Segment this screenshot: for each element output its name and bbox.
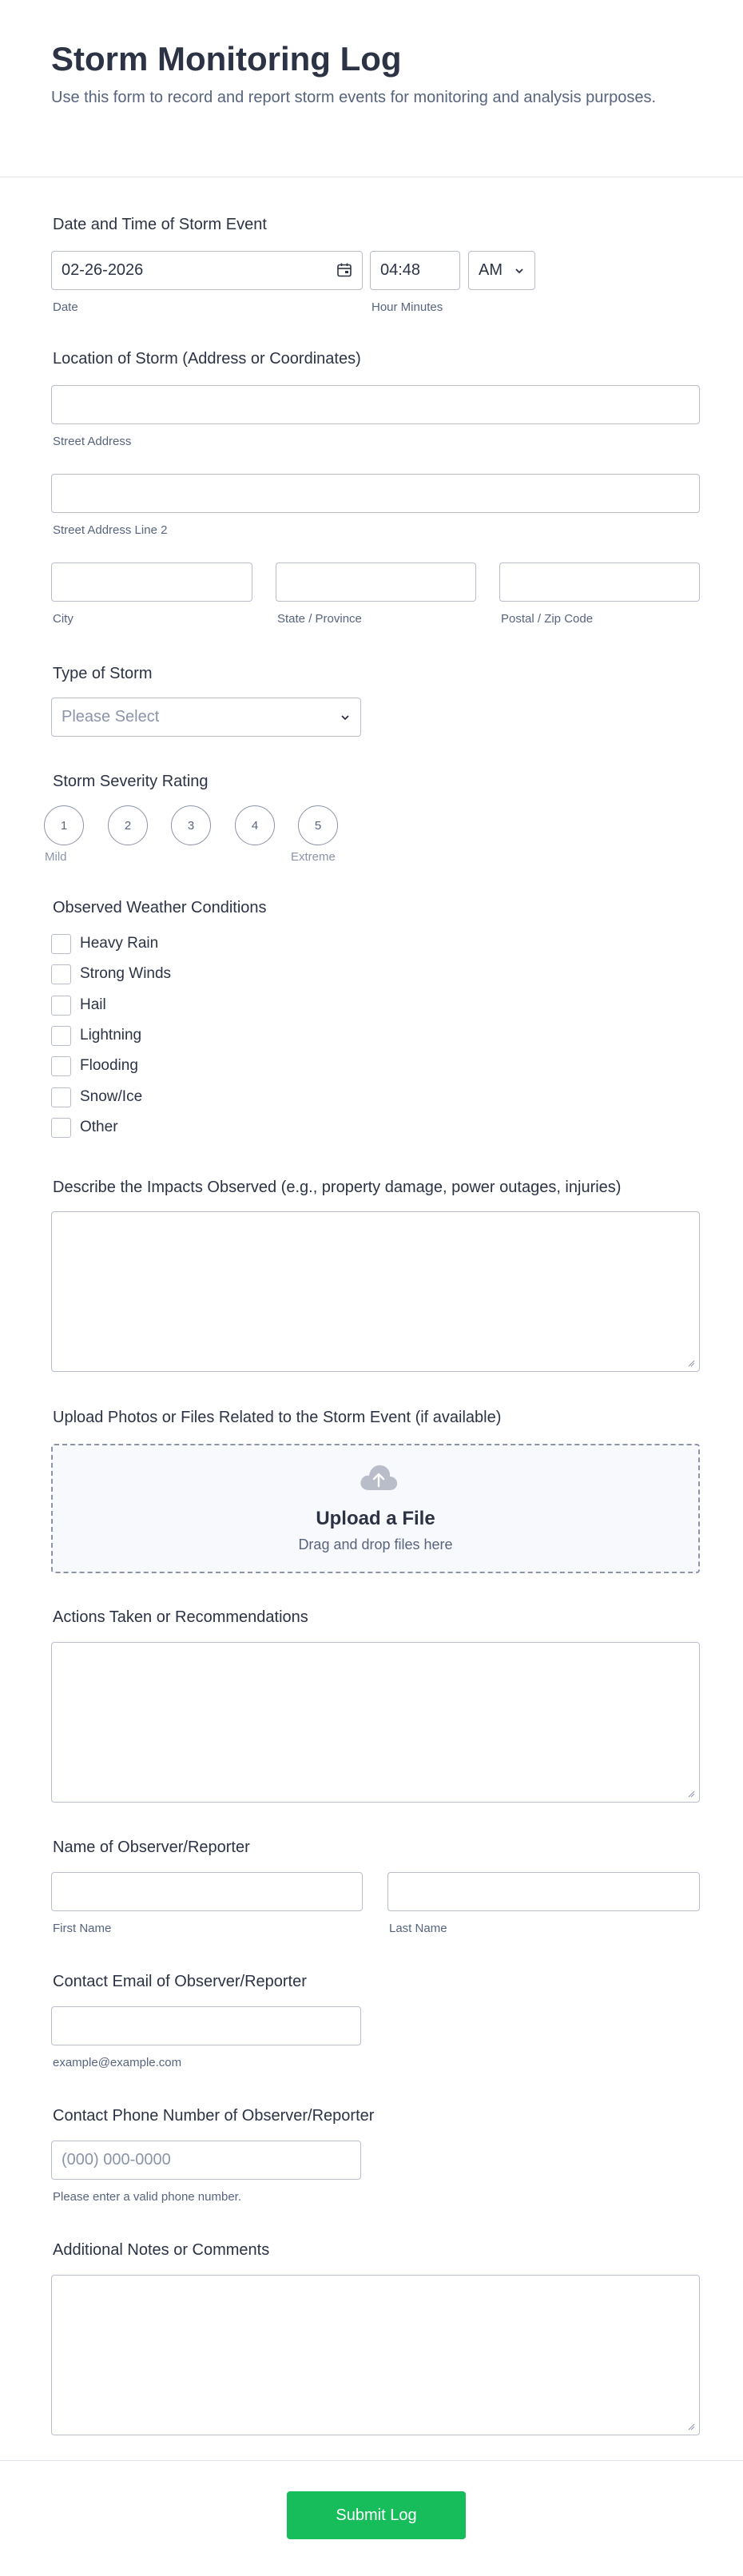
email-label: Contact Email of Observer/Reporter <box>53 1973 307 1990</box>
email-input[interactable] <box>51 2006 361 2045</box>
observer-label: Name of Observer/Reporter <box>53 1839 250 1856</box>
city-sublabel: City <box>53 612 74 626</box>
street-address-line2-input[interactable] <box>51 474 700 513</box>
upload-title: Upload a File <box>316 1508 435 1529</box>
first-name-input[interactable] <box>51 1872 363 1911</box>
checkbox[interactable] <box>51 1087 71 1107</box>
street-address-line2-sublabel: Street Address Line 2 <box>53 523 168 537</box>
datetime-label: Date and Time of Storm Event <box>53 216 267 233</box>
first-name-sublabel: First Name <box>53 1922 112 1935</box>
rating-option-1[interactable]: 1 <box>44 805 84 845</box>
resize-grip-icon[interactable] <box>687 2423 695 2431</box>
date-input[interactable] <box>51 251 363 290</box>
phone-input[interactable] <box>51 2141 361 2180</box>
calendar-icon[interactable] <box>336 262 352 278</box>
file-upload-dropzone[interactable] <box>51 1444 700 1573</box>
condition-lightning[interactable] <box>51 1025 141 1046</box>
condition-other[interactable] <box>51 1117 118 1138</box>
page-title: Storm Monitoring Log <box>51 40 402 78</box>
checkbox[interactable] <box>51 934 71 954</box>
impacts-label: Describe the Impacts Observed (e.g., property damage, power outages, injuries) <box>53 1179 622 1196</box>
street-address-sublabel: Street Address <box>53 435 132 448</box>
zip-sublabel: Postal / Zip Code <box>501 612 594 626</box>
condition-label: Snow/Ice <box>80 1088 143 1105</box>
email-sublabel: example@example.com <box>53 2056 182 2069</box>
cloud-upload-icon <box>358 1461 399 1493</box>
rating-option-5[interactable]: 5 <box>298 805 338 845</box>
ampm-select[interactable] <box>468 251 535 290</box>
chevron-down-icon <box>514 265 525 276</box>
checkbox[interactable] <box>51 1026 71 1046</box>
checkbox[interactable] <box>51 1056 71 1076</box>
condition-label: Flooding <box>80 1057 138 1074</box>
condition-label: Lightning <box>80 1027 142 1044</box>
condition-label: Other <box>80 1119 118 1135</box>
condition-label: Heavy Rain <box>80 935 159 952</box>
rating-max-label: Extreme <box>291 850 336 864</box>
actions-textarea[interactable] <box>51 1642 700 1803</box>
street-address-input[interactable] <box>51 385 700 424</box>
condition-hail[interactable] <box>51 995 106 1016</box>
upload-subtitle: Drag and drop files here <box>298 1536 453 1552</box>
condition-label: Hail <box>80 996 106 1013</box>
conditions-label: Observed Weather Conditions <box>53 899 267 916</box>
condition-strong-winds[interactable] <box>51 964 171 984</box>
checkbox[interactable] <box>51 996 71 1016</box>
resize-grip-icon[interactable] <box>687 1790 695 1798</box>
form-footer <box>0 2460 743 2576</box>
page-subtitle: Use this form to record and report storm events for monitoring and analysis purposes. <box>51 89 657 106</box>
rating-min-label: Mild <box>45 850 67 864</box>
checkbox[interactable] <box>51 1118 71 1138</box>
storm-type-label: Type of Storm <box>53 665 153 682</box>
time-input[interactable] <box>370 251 460 290</box>
submit-log-button[interactable]: Submit Log <box>287 2491 466 2539</box>
form-header <box>0 0 743 177</box>
time-sublabel: Hour Minutes <box>372 300 443 314</box>
city-input[interactable] <box>51 563 252 602</box>
phone-label: Contact Phone Number of Observer/Reporter <box>53 2107 375 2125</box>
notes-textarea[interactable] <box>51 2275 700 2435</box>
date-sublabel: Date <box>53 300 78 314</box>
state-sublabel: State / Province <box>277 612 362 626</box>
actions-label: Actions Taken or Recommendations <box>53 1608 308 1626</box>
last-name-input[interactable] <box>387 1872 700 1911</box>
severity-label: Storm Severity Rating <box>53 773 209 790</box>
impacts-textarea[interactable] <box>51 1211 700 1372</box>
chevron-down-icon <box>340 712 351 723</box>
ampm-value: AM <box>479 261 503 279</box>
checkbox[interactable] <box>51 964 71 984</box>
storm-type-select[interactable] <box>51 698 361 737</box>
resize-grip-icon[interactable] <box>687 1359 695 1367</box>
condition-label: Strong Winds <box>80 965 172 982</box>
notes-label: Additional Notes or Comments <box>53 2241 270 2259</box>
rating-option-4[interactable]: 4 <box>235 805 275 845</box>
condition-snow-ice[interactable] <box>51 1087 142 1107</box>
location-label: Location of Storm (Address or Coordinates) <box>53 350 361 368</box>
rating-option-3[interactable]: 3 <box>171 805 211 845</box>
upload-label: Upload Photos or Files Related to the Storm Event (if available) <box>53 1409 502 1426</box>
phone-sublabel: Please enter a valid phone number. <box>53 2190 241 2204</box>
zip-input[interactable] <box>499 563 700 602</box>
condition-flooding[interactable] <box>51 1055 138 1076</box>
rating-option-2[interactable]: 2 <box>108 805 148 845</box>
condition-heavy-rain[interactable] <box>51 933 158 954</box>
storm-type-placeholder: Please Select <box>62 708 160 725</box>
last-name-sublabel: Last Name <box>389 1922 447 1935</box>
state-input[interactable] <box>276 563 476 602</box>
